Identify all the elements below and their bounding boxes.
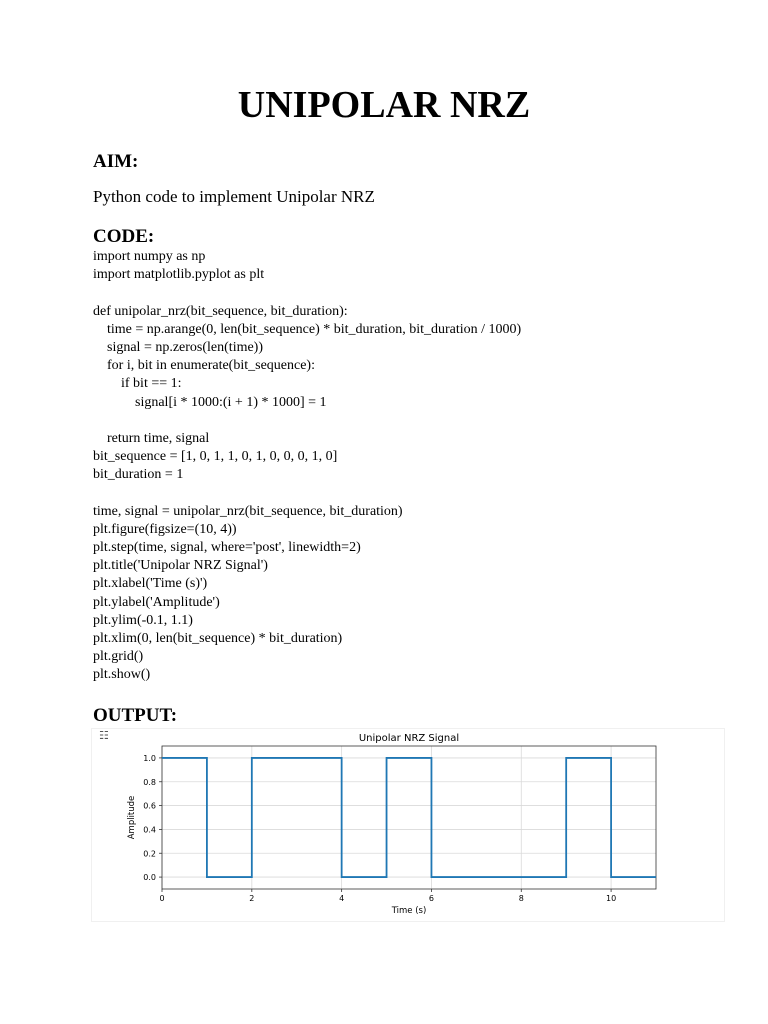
nrz-chart: [92, 729, 724, 921]
aim-text: Python code to implement Unipolar NRZ: [93, 187, 375, 206]
y-tick-label: 0.0: [143, 873, 156, 883]
x-tick-label: 2: [249, 894, 255, 903]
code-line: time, signal = unipolar_nrz(bit_sequence, bit_duration): [93, 503, 403, 519]
x-tick-label: 4: [339, 894, 345, 903]
code-line: plt.ylabel('Amplitude'): [93, 594, 220, 610]
chart-title: Unipolar NRZ Signal: [358, 733, 460, 744]
y-tick-label: 1.0: [143, 753, 156, 763]
y-tick-label: 0.8: [143, 777, 156, 787]
code-line: plt.ylim(-0.1, 1.1): [93, 612, 193, 628]
code-line: plt.title('Unipolar NRZ Signal'): [93, 558, 268, 574]
y-tick-label: 0.4: [143, 825, 156, 835]
code-line: [93, 484, 521, 502]
y-tick-label: 0.6: [143, 801, 156, 811]
code-line: plt.figure(figsize=(10, 4)): [93, 521, 237, 537]
code-line: import numpy as np: [93, 249, 206, 264]
code-line: return time, signal: [93, 430, 210, 446]
signal-series-line: [162, 758, 656, 877]
chart-y-axis-label: Amplitude: [127, 795, 137, 840]
code-heading: CODE:: [93, 226, 155, 247]
code-line: plt.xlim(0, len(bit_sequence) * bit_duration): [93, 630, 343, 646]
code-line: plt.show(): [93, 667, 151, 683]
code-line: time = np.arange(0, len(bit_sequence) * bit_duration, bit_duration / 1000): [93, 321, 522, 337]
x-tick-label: 0: [159, 894, 165, 903]
code-line: plt.xlabel('Time (s)'): [93, 576, 208, 592]
code-line: [93, 412, 521, 430]
output-heading: OUTPUT:: [93, 705, 178, 726]
chart-ticks: [143, 754, 616, 903]
code-line: plt.grid(): [93, 649, 144, 665]
x-tick-label: 6: [428, 894, 435, 903]
code-line: if bit == 1:: [93, 376, 182, 392]
code-line: bit_sequence = [1, 0, 1, 1, 0, 1, 0, 0, 0, 1, 0]: [93, 449, 338, 465]
x-tick-label: 10: [605, 894, 617, 903]
code-line: signal[i * 1000:(i + 1) * 1000] = 1: [93, 394, 327, 410]
code-line: signal = np.zeros(len(time)): [93, 339, 264, 355]
code-block: [93, 248, 521, 685]
output-toggle-icon[interactable]: ☷: [99, 729, 109, 742]
chart-axes: [162, 746, 656, 889]
code-line: def unipolar_nrz(bit_sequence, bit_duration):: [93, 303, 348, 319]
code-line: import matplotlib.pyplot as plt: [93, 267, 265, 283]
chart-grid: [162, 746, 656, 889]
output-figure: [91, 728, 725, 922]
chart-x-axis-label: Time (s): [391, 906, 427, 916]
x-tick-label: 8: [518, 894, 524, 903]
y-tick-label: 0.2: [143, 849, 156, 859]
code-line: plt.step(time, signal, where='post', linewidth=2): [93, 540, 361, 555]
code-line: [93, 284, 521, 302]
code-line: bit_duration = 1: [93, 467, 184, 483]
aim-heading: AIM:: [93, 151, 139, 172]
document-title: UNIPOLAR NRZ: [237, 84, 531, 126]
code-line: for i, bit in enumerate(bit_sequence):: [93, 358, 315, 374]
